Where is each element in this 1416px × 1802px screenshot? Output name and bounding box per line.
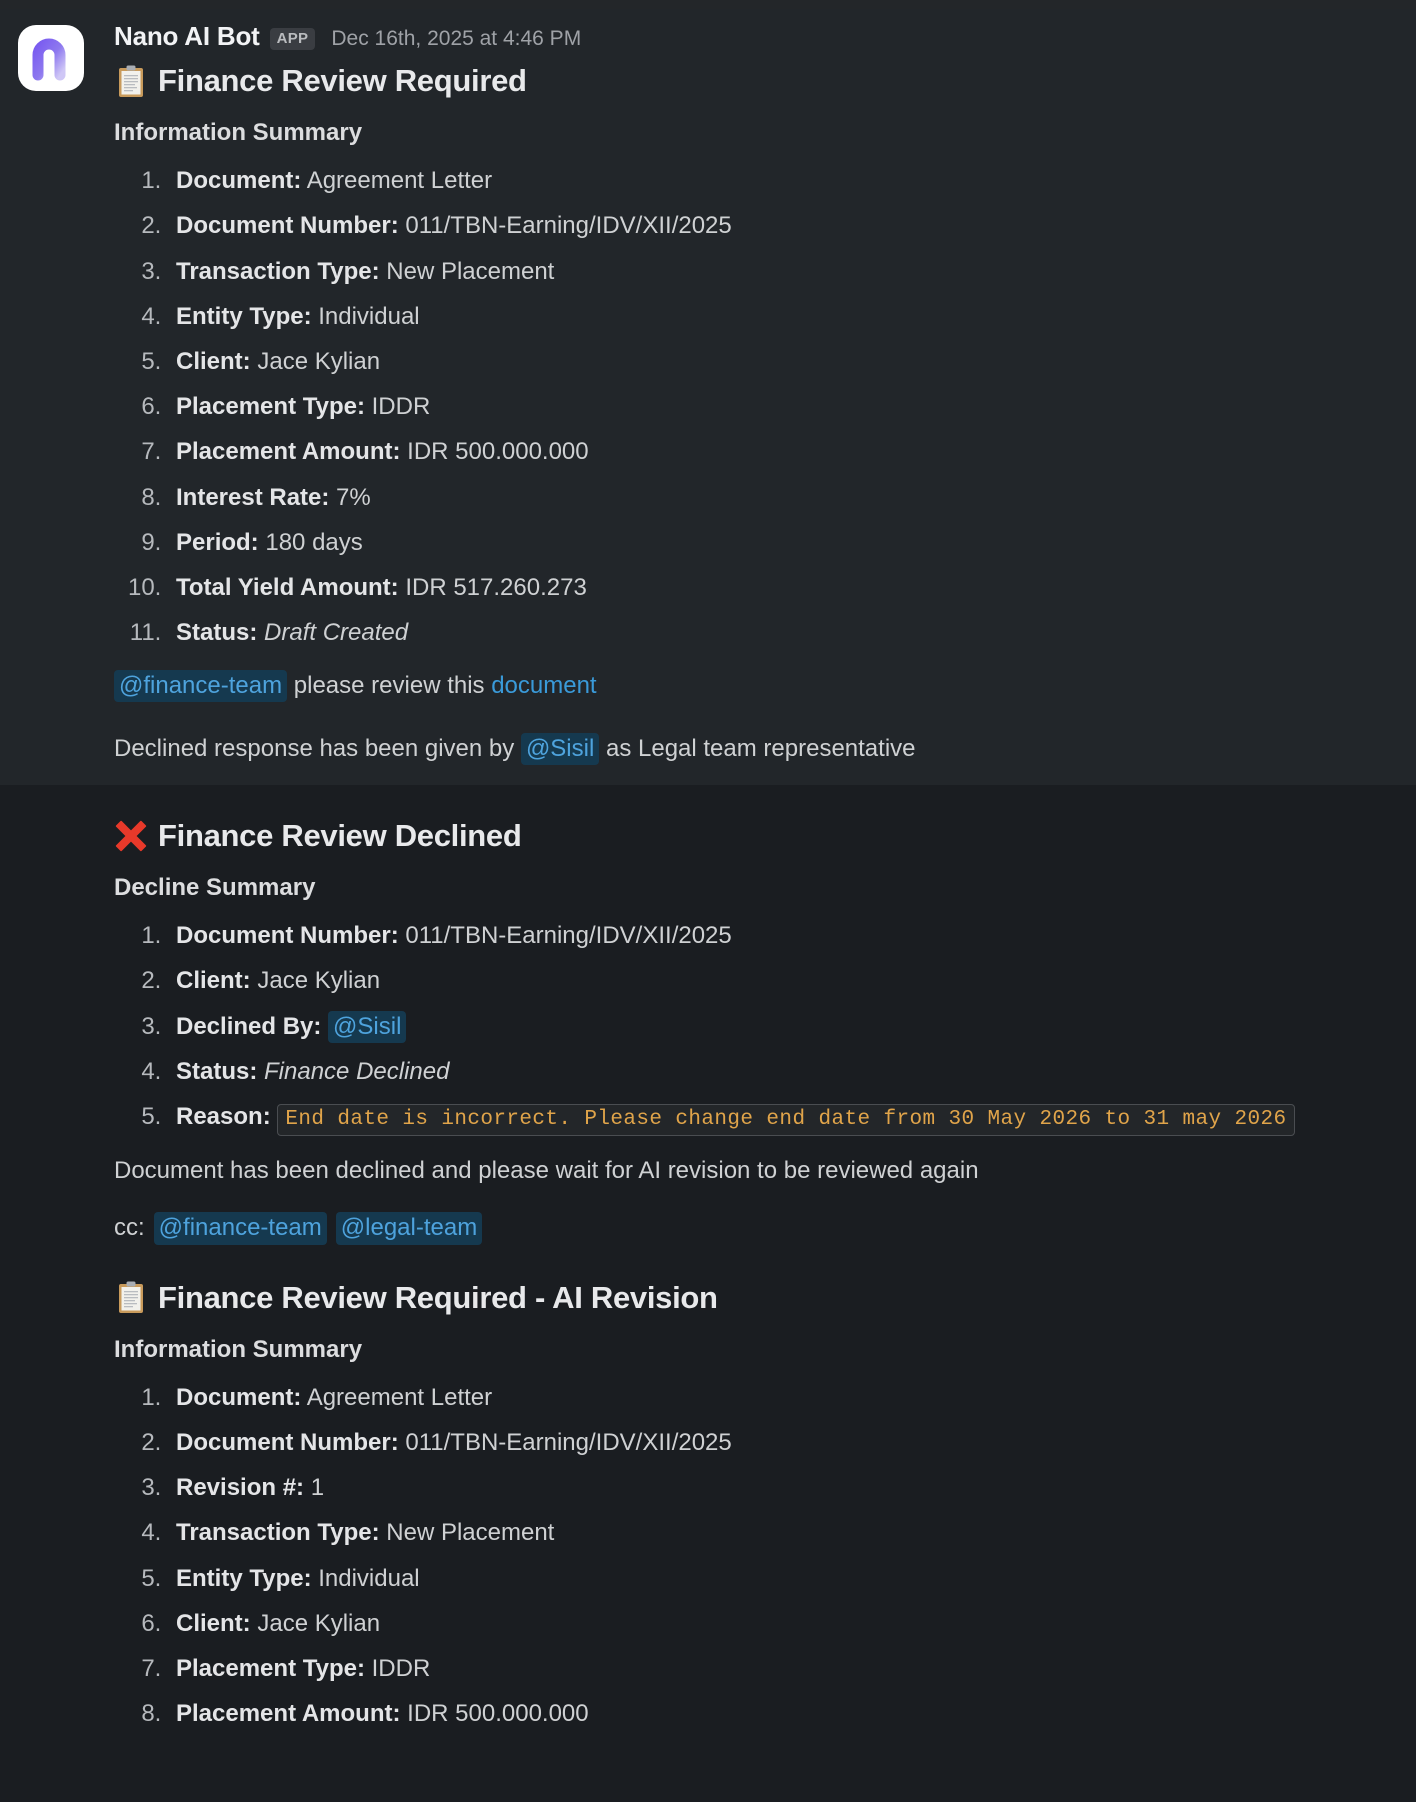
mention-legal-team[interactable]: @legal-team: [336, 1212, 482, 1245]
list-item: [168, 256, 1392, 287]
item-label: Document:: [176, 167, 302, 195]
declined-notice: [114, 733, 1392, 765]
section3-subtitle: Information Summary: [114, 1335, 363, 1363]
item-value: New Placement: [386, 257, 555, 285]
section1-info-list: [114, 165, 1392, 648]
list-item: [168, 1563, 1392, 1594]
section1-cta: [114, 670, 1392, 702]
app-badge: APP: [270, 28, 316, 50]
item-label: Document Number:: [176, 922, 399, 950]
item-label: Document Number:: [176, 1429, 399, 1457]
clipboard-icon: [114, 1280, 148, 1314]
item-value: IDR 517.260.273: [405, 573, 587, 601]
list-item: [168, 1101, 1392, 1133]
message-block-finance-review-required[interactable]: [0, 9, 1416, 785]
list-item: [168, 1698, 1392, 1729]
item-label: Status:: [176, 619, 258, 647]
list-item: [168, 1427, 1392, 1458]
item-value: IDR 500.000.000: [407, 438, 589, 466]
section3-info-list: [114, 1382, 1392, 1730]
item-label: Entity Type:: [176, 302, 312, 330]
avatar-column: [18, 21, 96, 765]
list-item: [168, 346, 1392, 377]
item-label: Status:: [176, 1057, 258, 1085]
item-label: Declined By:: [176, 1012, 322, 1040]
list-item: [168, 1653, 1392, 1684]
section1-subtitle: Information Summary: [114, 119, 363, 147]
item-label: Client:: [176, 1609, 251, 1637]
item-label: Period:: [176, 528, 259, 556]
list-item: [168, 165, 1392, 196]
item-label: Document Number:: [176, 212, 399, 240]
section3-title-row: [114, 1279, 1392, 1316]
cc-label: cc:: [114, 1214, 145, 1242]
list-item: [168, 1382, 1392, 1413]
item-value: Individual: [318, 1564, 420, 1592]
section1-title: Finance Review Required: [158, 63, 527, 98]
message-content: [96, 21, 1392, 765]
sender-name[interactable]: Nano AI Bot: [114, 21, 260, 51]
list-item: [168, 1056, 1392, 1087]
item-value: Individual: [318, 302, 420, 330]
section3-title: Finance Review Required - AI Revision: [158, 1279, 718, 1315]
mention-sisil[interactable]: @Sisil: [521, 733, 599, 765]
item-label: Interest Rate:: [176, 483, 330, 511]
declined-notice-text-after: as Legal team representative: [599, 734, 916, 762]
item-label: Reason:: [176, 1102, 271, 1130]
list-item: [168, 210, 1392, 241]
document-link[interactable]: document: [491, 672, 597, 700]
item-label: Placement Amount:: [176, 438, 401, 466]
item-label: Client:: [176, 967, 251, 995]
item-value: Jace Kylian: [257, 967, 381, 995]
mention-finance-team[interactable]: @finance-team: [154, 1212, 327, 1245]
item-value: 1: [310, 1474, 325, 1502]
item-value: Jace Kylian: [257, 347, 381, 375]
list-item: [168, 965, 1392, 996]
section2-title: Finance Review Declined: [158, 818, 522, 854]
item-label: Document:: [176, 1383, 302, 1411]
item-label: Placement Amount:: [176, 1700, 401, 1728]
cross-mark-icon: [114, 819, 148, 853]
item-value: 011/TBN-Earning/IDV/XII/2025: [405, 922, 732, 950]
item-value: 7%: [336, 483, 371, 511]
cta-text: please review this: [287, 672, 492, 700]
list-item: [168, 1517, 1392, 1548]
clipboard-icon: [114, 64, 148, 98]
list-item: [168, 527, 1392, 558]
item-label: Revision #:: [176, 1474, 305, 1502]
item-value: New Placement: [386, 1519, 555, 1547]
item-label: Placement Type:: [176, 1654, 365, 1682]
item-value: Jace Kylian: [257, 1609, 381, 1637]
list-item: [168, 436, 1392, 467]
window-top-strip: [0, 0, 1416, 9]
avatar[interactable]: [18, 25, 84, 91]
mention-finance-team[interactable]: @finance-team: [114, 670, 287, 702]
section1-title-row: [114, 62, 1392, 99]
item-label: Transaction Type:: [176, 257, 380, 285]
decline-reason-code: End date is incorrect. Please change end date from 30 May 2026 to 31 may 2026: [277, 1104, 1294, 1136]
item-label: Total Yield Amount:: [176, 573, 399, 601]
message-timestamp[interactable]: Dec 16th, 2025 at 4:46 PM: [331, 27, 582, 50]
item-value: IDDR: [371, 1654, 431, 1682]
list-item: [168, 572, 1392, 603]
list-item: [168, 391, 1392, 422]
list-item: [168, 1472, 1392, 1503]
declined-notice-text-before: Declined response has been given by: [114, 734, 521, 762]
item-value: IDDR: [371, 393, 431, 421]
list-item: [168, 1011, 1392, 1042]
message-block-finance-review-declined[interactable]: [0, 785, 1416, 1729]
item-value: Agreement Letter: [306, 1383, 493, 1411]
list-item: [168, 1608, 1392, 1639]
section2-title-row: [114, 817, 1392, 854]
item-label: Placement Type:: [176, 393, 365, 421]
item-value: 011/TBN-Earning/IDV/XII/2025: [405, 212, 732, 240]
list-item: [168, 920, 1392, 951]
item-value: 011/TBN-Earning/IDV/XII/2025: [405, 1429, 732, 1457]
item-value: IDR 500.000.000: [407, 1700, 589, 1728]
mention-sisil[interactable]: @Sisil: [328, 1011, 406, 1043]
list-item: [168, 301, 1392, 332]
nano-logo-n-icon: [28, 35, 74, 81]
item-value: Finance Declined: [264, 1057, 450, 1085]
list-item: [168, 617, 1392, 648]
item-value: 180 days: [265, 528, 363, 556]
item-label: Client:: [176, 347, 251, 375]
item-value: Draft Created: [264, 619, 409, 647]
list-item: [168, 482, 1392, 513]
section2-cc-line: [114, 1212, 1392, 1245]
section2-decline-list: [114, 920, 1392, 1133]
item-label: Entity Type:: [176, 1564, 312, 1592]
item-label: Transaction Type:: [176, 1519, 380, 1547]
item-value: Agreement Letter: [306, 167, 493, 195]
section2-note: Document has been declined and please wait for AI revision to be reviewed again: [114, 1157, 979, 1185]
section2-subtitle: Decline Summary: [114, 874, 316, 902]
message-header: [114, 21, 1392, 52]
